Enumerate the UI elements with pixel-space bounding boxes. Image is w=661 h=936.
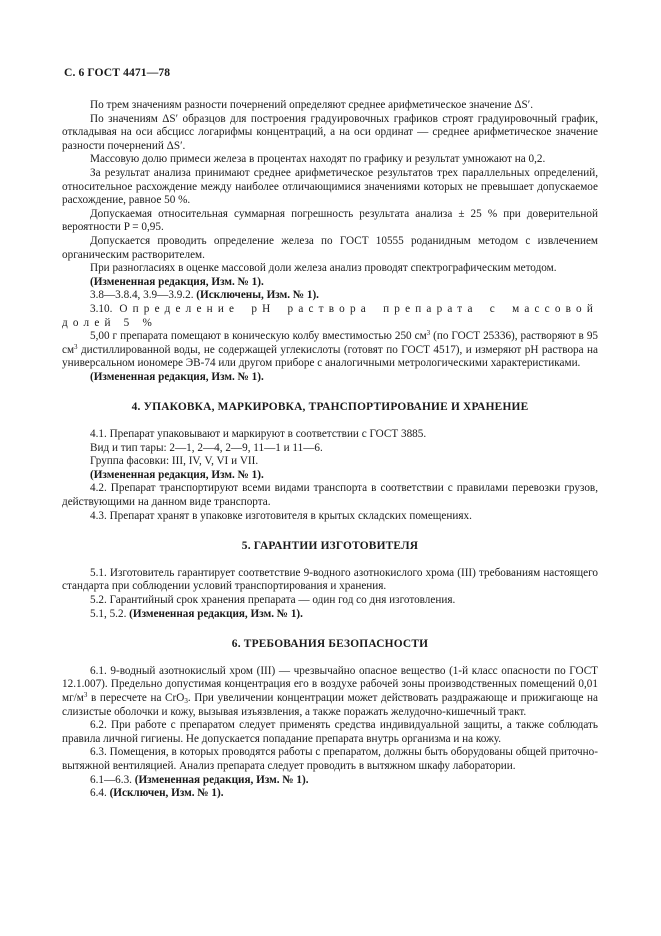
paragraph: 5.1. Изготовитель гарантирует соответствие 9-водного азотнокислого хрома (III) требованиям настоящего стандарта при соблюдении условий транспортирования и хранения. — [62, 566, 598, 593]
paragraph: Допускаемая относительная суммарная погрешность результата анализа ± 25 % при доверительной вероятности P = 0,95. — [62, 207, 598, 234]
paragraph: 6.2. При работе с препаратом следует применять средства индивидуальной защиты, а также соблюдать правила личной гигиены. Не допускается попадание препарата внутрь организма и на кожу. — [62, 719, 598, 745]
amendment-note: (Измененная редакция, Изм. № 1). — [90, 275, 264, 288]
section-title: 6. ТРЕБОВАНИЯ БЕЗОПАСНОСТИ — [231, 638, 429, 651]
paragraph: Массовую долю примеси железа в процентах находят по графику и результат умножают на 0,2. — [90, 153, 546, 166]
paragraph: 4.2. Препарат транспортируют всеми видами транспорта в соответствии с правилами перевозки грузов, действующими на данном виде транспорта. — [62, 482, 598, 509]
superscript: 3 — [426, 329, 431, 338]
paragraph: 4.3. Препарат хранят в упаковке изготовителя в крытых складских помещениях. — [90, 509, 472, 522]
page-header: С. 6 ГОСТ 4471—78 — [64, 66, 171, 79]
text-span: 5,00 г препарата помещают в коническую колбу вместимостью 250 см — [90, 330, 427, 343]
amendment-note: (Измененная редакция, Изм. № 1). — [90, 370, 264, 383]
paragraph: За результат анализа принимают среднее арифметическое результатов трех параллельных определений, относительное расхождение между наиболее отличающимися значениями которых не превышает допускаемое расхождение, равное 50 %. — [62, 166, 598, 207]
subscript: 3 — [184, 696, 188, 705]
amendment-note: (Измененная редакция, Изм. № 1). — [134, 773, 309, 786]
paragraph — [62, 330, 598, 371]
clause-number: 6.1—6.3. — [90, 773, 132, 786]
clause-number: 3.10. — [90, 302, 113, 315]
paragraph: 4.1. Препарат упаковывают и маркируют в соответствии с ГОСТ 3885. — [90, 428, 427, 441]
clause-title-spaced: Определение рН раствора препарата с массовой долей 5 % — [62, 302, 599, 329]
page-content — [62, 99, 598, 801]
paragraph — [62, 665, 598, 719]
amendment-note: (Измененная редакция, Изм. № 1). — [90, 468, 264, 481]
paragraph: По значениям ΔS′ образцов для построения градуировочных графиков строят градуировочный график, откладывая на оси абсцисс логарифмы концентраций, а на оси ординат — среднее арифметическое значение разности почернений ΔS′. — [62, 112, 598, 152]
text-span: (по ГОСТ 25336), растворяют в 95 см — [62, 330, 599, 356]
text-span: дистиллированной воды, не содержащей углекислоты (готовят по ГОСТ 4517), и измеряют рН раствора на универсальном иономере ЭВ-74 или другом приборе с аналогичными метрологическими характеристиками. — [62, 343, 598, 370]
superscript: 3 — [83, 690, 88, 699]
text-span: . При увеличении концентрации может действовать раздражающе и прижигающе на слизистые оболочки и кожу, вызывая изъязвления, а также поражать желудочно-кишечный тракт. — [62, 691, 598, 718]
section-title: 4. УПАКОВКА, МАРКИРОВКА, ТРАНСПОРТИРОВАНИЕ И ХРАНЕНИЕ — [131, 401, 529, 414]
paragraph: Группа фасовки: III, IV, V, VI и VII. — [90, 455, 259, 468]
clause-number: 6.4. — [90, 787, 107, 800]
paragraph — [62, 303, 598, 330]
paragraph: 6.3. Помещения, в которых проводятся работы с препаратом, должны быть оборудованы общей приточно-вытяжной вентиляцией. Анализ препарата следует проводить в вытяжном шкафу лаборатории. — [62, 746, 598, 772]
text-span: 6.1. 9-водный азотнокислый хром (III) — чрезвычайно опасное вещество (1-й класс опасности по ГОСТ 12.1.007). Предельно допустимая концентрация его в воздухе рабочей зоны производственных помещений 0,01 мг/м — [62, 664, 598, 704]
amendment-note: (Исключен, Изм. № 1). — [109, 787, 224, 800]
paragraph: При разногласиях в оценке массовой доли железа анализ проводят спектрографическим методом. — [90, 262, 557, 275]
paragraph: Допускается проводить определение железа по ГОСТ 10555 роданидным методом с извлечением органическим растворителем. — [62, 234, 598, 261]
paragraph: По трем значениям разности почернений определяют среднее арифметическое значение ΔS′. — [90, 99, 533, 111]
paragraph — [62, 289, 598, 303]
section-title: 5. ГАРАНТИИ ИЗГОТОВИТЕЛЯ — [241, 540, 419, 553]
paragraph — [62, 774, 598, 788]
text-span: в пересчете на CrO — [87, 691, 185, 704]
paragraph: Вид и тип тары: 2—1, 2—4, 2—9, 11—1 и 11—6. — [90, 441, 323, 454]
paragraph — [62, 608, 598, 622]
amendment-note: (Измененная редакция, Изм. № 1). — [129, 607, 303, 620]
clause-number: 5.1, 5.2. — [90, 607, 127, 620]
paragraph — [62, 787, 598, 801]
paragraph: 5.2. Гарантийный срок хранения препарата — один год со дня изготовления. — [90, 594, 456, 606]
superscript: 3 — [74, 342, 78, 351]
clause-number: 3.8—3.8.4, 3.9—3.9.2. — [90, 289, 194, 302]
amendment-note: (Исключены, Изм. № 1). — [196, 289, 319, 302]
